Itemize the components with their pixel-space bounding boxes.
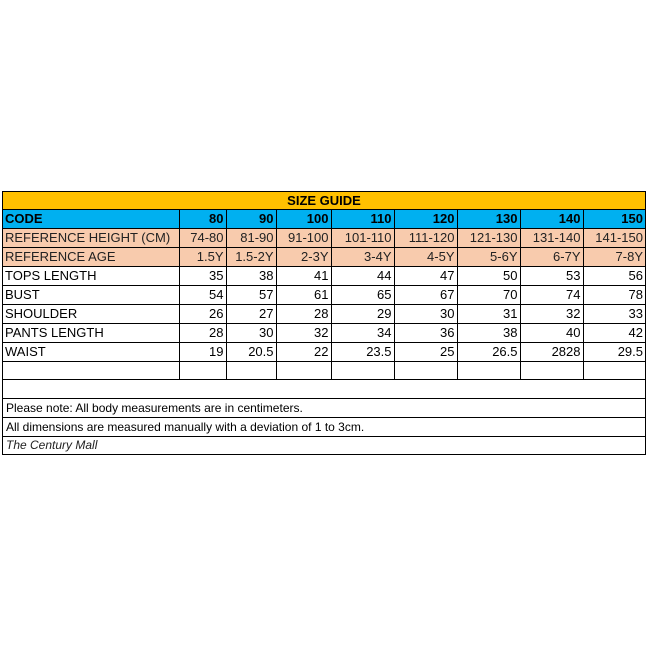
row-label: SHOULDER <box>3 305 179 324</box>
cell: 36 <box>394 324 457 343</box>
size-120: 120 <box>394 210 457 229</box>
brand-name: The Century Mall <box>3 437 645 455</box>
cell: 28 <box>276 305 331 324</box>
cell: 44 <box>331 267 394 286</box>
cell: 81-90 <box>226 229 276 248</box>
cell: 2828 <box>520 343 583 362</box>
cell: 34 <box>331 324 394 343</box>
note-measurements: Please note: All body measurements are in centimeters. <box>3 399 645 418</box>
cell: 29 <box>331 305 394 324</box>
cell: 19 <box>179 343 226 362</box>
cell: 35 <box>179 267 226 286</box>
cell: 6-7Y <box>520 248 583 267</box>
empty-cell <box>457 362 520 380</box>
size-guide-title: SIZE GUIDE <box>3 192 645 210</box>
size-80: 80 <box>179 210 226 229</box>
cell: 57 <box>226 286 276 305</box>
cell: 50 <box>457 267 520 286</box>
cell: 4-5Y <box>394 248 457 267</box>
row-label: REFERENCE HEIGHT (CM) <box>3 229 179 248</box>
cell: 38 <box>226 267 276 286</box>
size-guide-sheet <box>2 191 646 455</box>
cell: 74 <box>520 286 583 305</box>
code-row <box>3 210 645 229</box>
row-label: WAIST <box>3 343 179 362</box>
cell: 54 <box>179 286 226 305</box>
cell: 65 <box>331 286 394 305</box>
tops-length-row <box>3 267 645 286</box>
code-label: CODE <box>3 210 179 229</box>
row-label: PANTS LENGTH <box>3 324 179 343</box>
row-label: REFERENCE AGE <box>3 248 179 267</box>
size-150: 150 <box>583 210 645 229</box>
cell: 70 <box>457 286 520 305</box>
cell: 40 <box>520 324 583 343</box>
row-label: BUST <box>3 286 179 305</box>
cell: 33 <box>583 305 645 324</box>
size-90: 90 <box>226 210 276 229</box>
cell: 25 <box>394 343 457 362</box>
cell: 32 <box>276 324 331 343</box>
cell: 20.5 <box>226 343 276 362</box>
empty-cell <box>226 362 276 380</box>
pants-length-row <box>3 324 645 343</box>
bust-row <box>3 286 645 305</box>
cell: 91-100 <box>276 229 331 248</box>
cell: 111-120 <box>394 229 457 248</box>
cell: 42 <box>583 324 645 343</box>
cell: 31 <box>457 305 520 324</box>
cell: 29.5 <box>583 343 645 362</box>
cell: 78 <box>583 286 645 305</box>
waist-row <box>3 343 645 362</box>
size-130: 130 <box>457 210 520 229</box>
cell: 30 <box>226 324 276 343</box>
cell: 1.5-2Y <box>226 248 276 267</box>
cell: 26.5 <box>457 343 520 362</box>
cell: 28 <box>179 324 226 343</box>
cell: 53 <box>520 267 583 286</box>
cell: 101-110 <box>331 229 394 248</box>
cell: 27 <box>226 305 276 324</box>
cell: 3-4Y <box>331 248 394 267</box>
cell: 26 <box>179 305 226 324</box>
empty-cell <box>520 362 583 380</box>
empty-cell <box>394 362 457 380</box>
cell: 121-130 <box>457 229 520 248</box>
cell: 23.5 <box>331 343 394 362</box>
cell: 7-8Y <box>583 248 645 267</box>
reference-age-row <box>3 248 645 267</box>
cell: 61 <box>276 286 331 305</box>
cell: 47 <box>394 267 457 286</box>
cell: 5-6Y <box>457 248 520 267</box>
empty-cell <box>276 362 331 380</box>
cell: 41 <box>276 267 331 286</box>
size-100: 100 <box>276 210 331 229</box>
shoulder-row <box>3 305 645 324</box>
empty-cell <box>179 362 226 380</box>
cell: 131-140 <box>520 229 583 248</box>
size-110: 110 <box>331 210 394 229</box>
reference-height-row <box>3 229 645 248</box>
cell: 1.5Y <box>179 248 226 267</box>
size-table <box>3 210 645 380</box>
blank-row <box>3 380 645 399</box>
cell: 30 <box>394 305 457 324</box>
cell: 67 <box>394 286 457 305</box>
empty-cell <box>3 362 179 380</box>
size-140: 140 <box>520 210 583 229</box>
note-deviation: All dimensions are measured manually with a deviation of 1 to 3cm. <box>3 418 645 437</box>
cell: 141-150 <box>583 229 645 248</box>
cell: 38 <box>457 324 520 343</box>
cell: 56 <box>583 267 645 286</box>
cell: 32 <box>520 305 583 324</box>
row-label: TOPS LENGTH <box>3 267 179 286</box>
empty-cell <box>331 362 394 380</box>
empty-row <box>3 362 645 380</box>
cell: 22 <box>276 343 331 362</box>
cell: 74-80 <box>179 229 226 248</box>
empty-cell <box>583 362 645 380</box>
cell: 2-3Y <box>276 248 331 267</box>
